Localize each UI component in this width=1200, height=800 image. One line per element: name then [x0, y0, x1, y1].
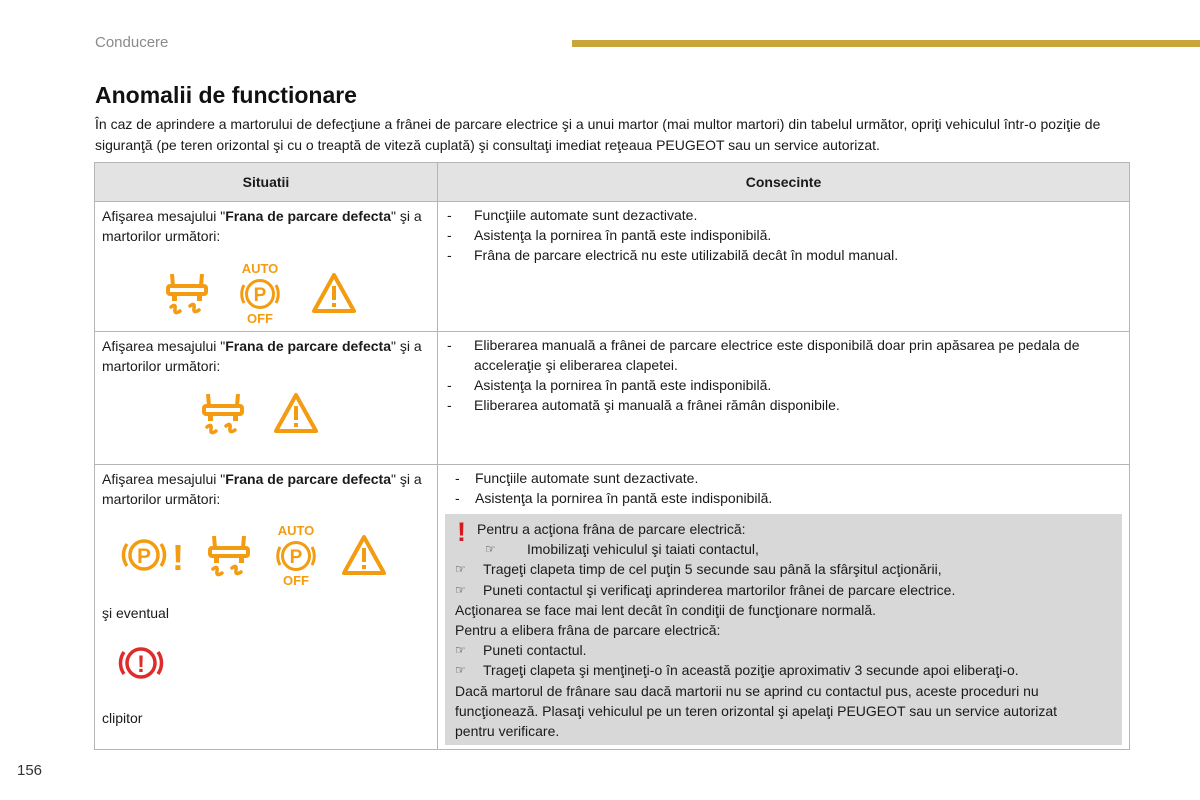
svg-text:AUTO: AUTO	[241, 261, 279, 276]
list-item: - Asistenţa la pornirea în pantă este indisponibilă.	[447, 377, 772, 393]
warning-triangle-icon	[342, 533, 386, 577]
svg-text:!: !	[172, 537, 184, 577]
skid-warning-icon	[208, 532, 250, 578]
final-note: Dacă martorul de frânare sau dacă martorii nu se aprind cu contactul pus, aceste proceduri nu funcţionează. Plasaţi vehiculul pe un teren orizontal şi apelaţi PEUGEOT sau un service autorizat pentru verificare.	[455, 682, 1058, 740]
svg-text:OFF: OFF	[283, 573, 309, 587]
pointing-hand-icon: ☞	[455, 582, 466, 597]
situation-text: Afişarea mesajului "Frana de parcare defecta" şi a martorilor următori:	[102, 338, 422, 374]
table-header-row	[95, 163, 1130, 202]
list-item: - Funcţiile automate sunt dezactivate.	[447, 207, 698, 223]
list-item: - Asistenţa la pornirea în pantă este indisponibilă.	[447, 227, 772, 243]
skid-warning-icon	[202, 390, 244, 436]
red-icon-wrap	[116, 641, 430, 690]
message-name: Frana de parcare defecta	[225, 338, 391, 354]
list-item: - Eliberarea automată şi manuală a frânei rămân disponibile.	[447, 397, 840, 413]
header-accent-bar	[572, 40, 1200, 47]
list-item: - Asistenţa la pornirea în pantă este indisponibilă.	[455, 490, 773, 506]
anomalies-table	[94, 162, 1130, 750]
message-name: Frana de parcare defecta	[225, 471, 391, 487]
warning-triangle-icon	[312, 271, 356, 315]
svg-text:P: P	[253, 285, 267, 306]
apply-step: ☞ Puneti contactul şi verificaţi aprinderea martorilor frânei de parcare electrice.	[455, 580, 1114, 600]
release-step: ☞ Puneti contactul.	[455, 640, 1114, 660]
warning-lights-group	[120, 523, 430, 587]
apply-sub-step: ☞ Imobilizaţi vehiculul şi taiati contactul,	[455, 539, 1114, 559]
skid-warning-icon	[166, 270, 208, 316]
situation-text: Afişarea mesajului "Frana de parcare defecta" şi a martorilor următori:	[102, 471, 422, 507]
pointing-hand-icon: ☞	[455, 562, 466, 577]
consequences-cell	[438, 202, 1130, 332]
svg-text:P: P	[289, 547, 303, 568]
svg-text:AUTO: AUTO	[277, 523, 315, 538]
park-brake-fault-icon	[120, 533, 186, 577]
table-row	[95, 465, 1130, 750]
list-item: - Eliberarea manuală a frânei de parcare electrice este disponibilă doar prin apăsarea pe pedala de acceleraţie şi eliberarea clapetei.	[447, 337, 1080, 373]
table-row	[95, 332, 1130, 465]
column-header-consequences: Consecinte	[438, 163, 1130, 202]
message-name: Frana de parcare defecta	[225, 208, 391, 224]
warning-lights-group	[166, 261, 430, 325]
release-title: Pentru a elibera frâna de parcare electrică:	[455, 622, 721, 639]
pointing-hand-icon: ☞	[455, 643, 466, 658]
consequences-list	[445, 468, 1122, 508]
svg-text:!: !	[137, 651, 145, 678]
warning-lights-group	[202, 390, 430, 436]
auto-park-brake-off-icon	[236, 261, 284, 325]
pointing-hand-icon: ☞	[485, 542, 496, 557]
pointing-hand-icon: ☞	[455, 663, 466, 678]
page-number: 156	[17, 762, 43, 779]
and-eventual-label: şi eventual	[102, 605, 169, 621]
consequences-list	[445, 335, 1122, 415]
situation-cell	[95, 202, 438, 332]
apply-slow-note: Acţionarea se face mai lent decât în condiţii de funcţionare normală.	[455, 601, 877, 618]
svg-text:P: P	[136, 545, 152, 568]
section-title: Conducere	[95, 34, 169, 51]
situation-cell	[95, 465, 438, 750]
page-title: Anomalii de functionare	[95, 82, 357, 108]
auto-park-brake-off-icon	[272, 523, 320, 587]
situation-text: Afişarea mesajului "Frana de parcare defecta" şi a martorilor următori:	[102, 208, 422, 244]
apply-step: ☞ Trageţi clapeta timp de cel puţin 5 secunde sau până la sfârşitul acţionării,	[455, 559, 1114, 579]
table-row	[95, 202, 1130, 332]
blinking-label: clipitor	[102, 710, 143, 726]
intro-paragraph: În caz de aprindere a martorului de defecţiune a frânei de parcare electrice şi a unui martor (mai multor martori) din tabelul următor, opriţi vehiculul într-o poziţie de siguranţă (pe teren orizontal şi cu o treaptă de viteză cuplată) şi consultaţi imediat reţeaua PEUGEOT sau un service autorizat.	[95, 116, 1101, 153]
brake-warning-icon	[116, 641, 166, 685]
exclamation-icon: !	[457, 517, 466, 547]
list-item: - Funcţiile automate sunt dezactivate.	[455, 470, 699, 486]
consequences-list	[445, 205, 1122, 265]
release-step: ☞ Trageţi clapeta şi menţineţi-o în această poziţie aproximativ 3 secunde apoi eliberaţi-o.	[455, 660, 1114, 680]
consequences-cell	[438, 465, 1130, 750]
procedure-note	[445, 514, 1122, 745]
column-header-situations: Situatii	[95, 163, 438, 202]
svg-text:OFF: OFF	[247, 311, 273, 325]
list-item: - Frâna de parcare electrică nu este utilizabilă decât în modul manual.	[447, 247, 899, 263]
consequences-cell	[438, 332, 1130, 465]
warning-triangle-icon	[274, 391, 318, 435]
apply-title: ! Pentru a acţiona frâna de parcare electrică:	[457, 517, 746, 547]
situation-cell	[95, 332, 438, 465]
